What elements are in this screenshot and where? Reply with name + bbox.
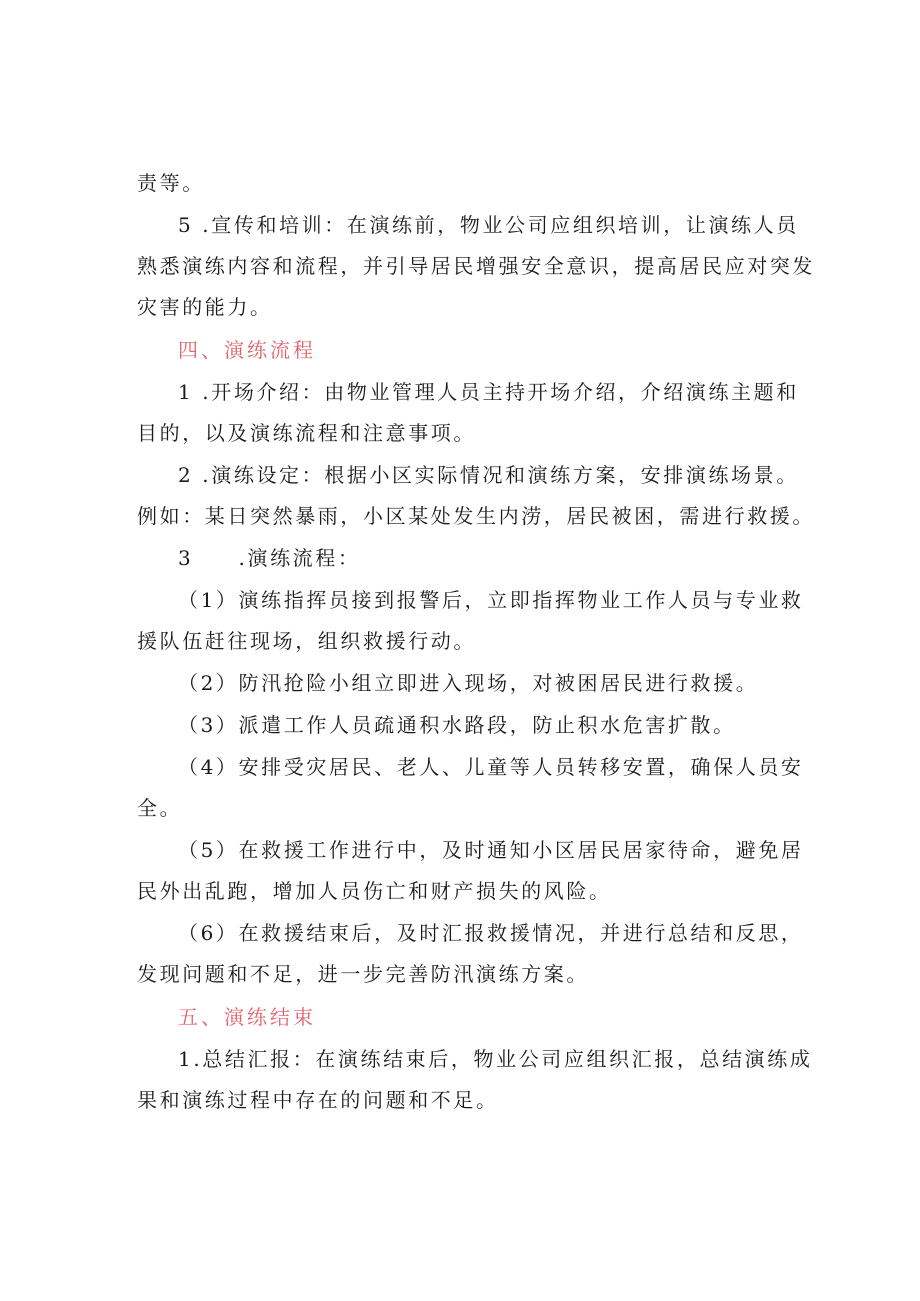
paragraph-line: 1 .开场介绍：由物业管理人员主持开场介绍，介绍演练主题和 xyxy=(178,380,799,404)
section-heading-5: 五、演练结束 xyxy=(178,1005,316,1029)
paragraph-line: 2 .演练设定：根据小区实际情况和演练方案，安排演练场景。 xyxy=(178,463,799,487)
section-heading-4: 四、演练流程 xyxy=(178,338,316,362)
list-item-line: （4）安排受灾居民、老人、儿童等人员转移安置，确保人员安 xyxy=(178,755,804,779)
paragraph-line: 熟悉演练内容和流程，并引导居民增强安全意识，提高居民应对突发 xyxy=(137,254,815,278)
paragraph-line: 果和演练过程中存在的问题和不足。 xyxy=(137,1088,499,1112)
paragraph-line: 3 .演练流程： xyxy=(178,546,361,570)
list-item-line: 发现问题和不足，进一步完善防汛演练方案。 xyxy=(137,962,589,986)
list-item-line: （1）演练指挥员接到报警后，立即指挥物业工作人员与专业救 xyxy=(178,588,804,612)
paragraph-line: 目的，以及演练流程和注意事项。 xyxy=(137,421,476,445)
list-item-line: （2）防汛抢险小组立即进入现场，对被困居民进行救援。 xyxy=(178,671,759,695)
list-item-line: （6）在救援结束后，及时汇报救援情况，并进行总结和反思， xyxy=(178,921,804,945)
paragraph-line: 灾害的能力。 xyxy=(137,295,273,319)
paragraph-line: 责等。 xyxy=(137,171,205,195)
list-item-line: 援队伍赶往现场，组织救援行动。 xyxy=(137,629,476,653)
paragraph-line: 例如：某日突然暴雨，小区某处发生内涝，居民被困，需进行救援。 xyxy=(137,504,815,528)
paragraph-line: 1.总结汇报：在演练结束后，物业公司应组织汇报，总结演练成 xyxy=(178,1047,813,1071)
list-item-line: 全。 xyxy=(137,796,183,820)
list-item-line: 民外出乱跑，增加人员伤亡和财产损失的风险。 xyxy=(137,879,612,903)
list-item-line: （5）在救援工作进行中，及时通知小区居民居家待命，避免居 xyxy=(178,838,804,862)
list-item-line: （3）派遣工作人员疏通积水路段，防止积水危害扩散。 xyxy=(178,713,736,737)
paragraph-line: 5 .宣传和培训：在演练前，物业公司应组织培训，让演练人员 xyxy=(178,213,799,237)
